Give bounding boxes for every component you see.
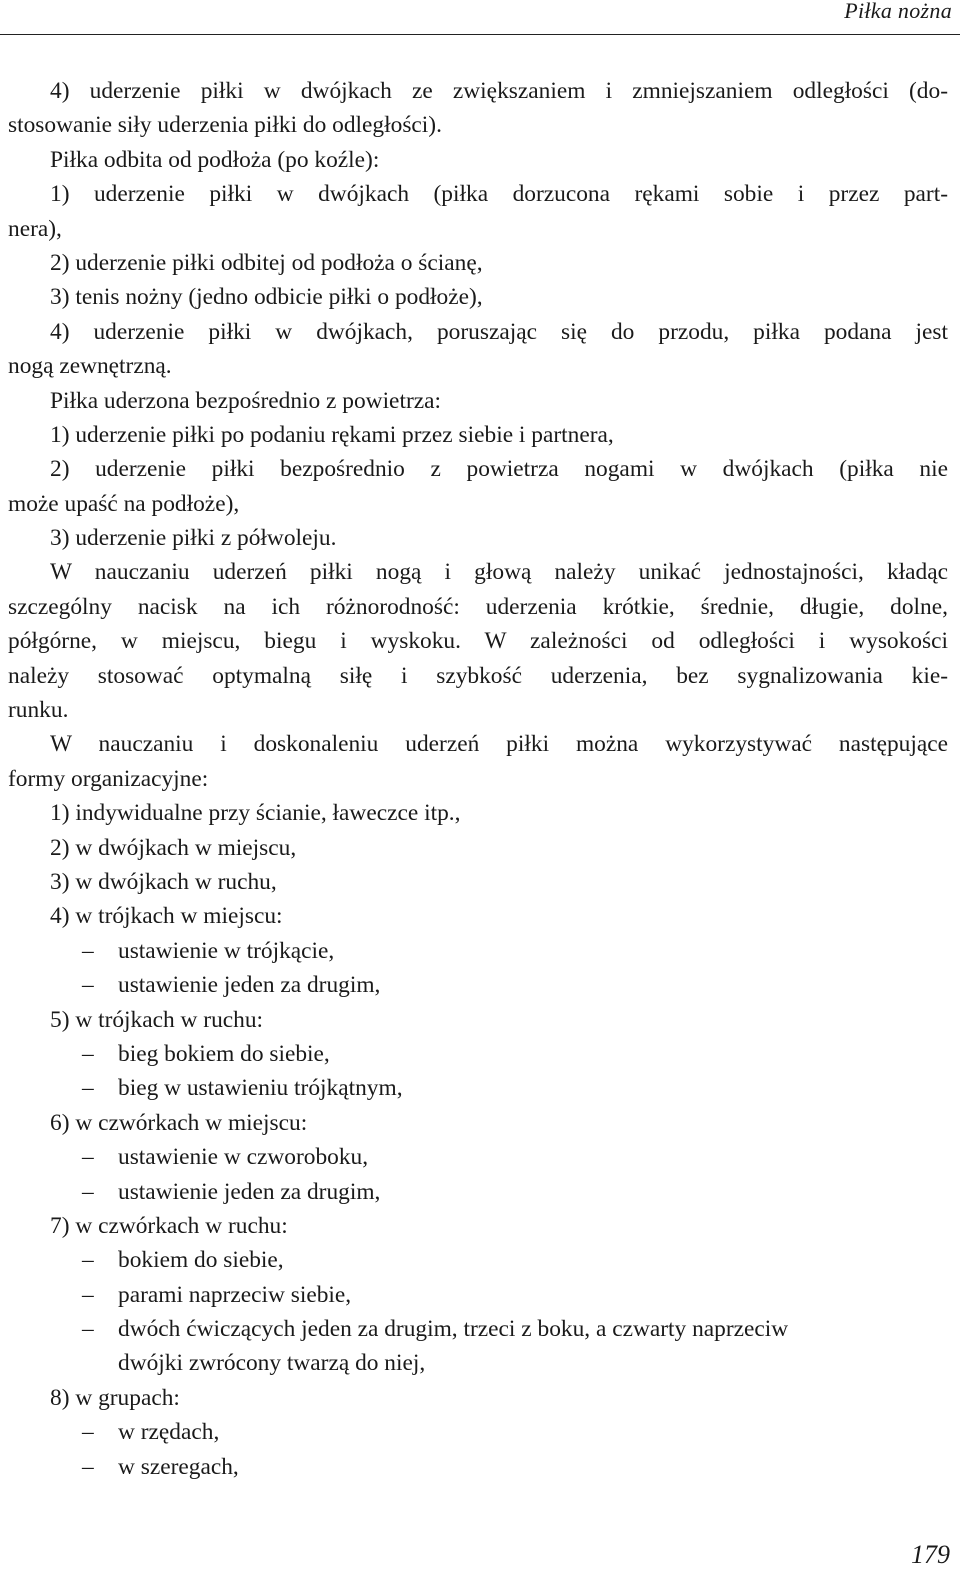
- dash-bullet: –: [82, 1247, 94, 1274]
- dash-item-text: w szeregach,: [118, 1453, 239, 1480]
- dash-bullet: –: [82, 1144, 94, 1171]
- dash-bullet: –: [82, 937, 94, 964]
- dash-item: [8, 1175, 948, 1209]
- dash-item-text: parami naprzeciw siebie,: [118, 1281, 352, 1308]
- paragraph-line: W nauczaniu uderzeń piłki nogą i głową należy unikać jednostajności, kładąc: [50, 559, 948, 586]
- dash-item: [8, 1243, 948, 1277]
- dash-bullet: –: [82, 1453, 94, 1480]
- dash-item: [8, 968, 948, 1002]
- dash-bullet: –: [82, 1040, 94, 1067]
- list-item: 1) uderzenie piłki po podaniu rękami przez siebie i partnera,: [50, 421, 614, 448]
- dash-item: [8, 1415, 948, 1449]
- dash-item: [8, 1071, 948, 1105]
- dash-item-continuation: dwójki zwrócony twarzą do niej,: [118, 1350, 426, 1377]
- dash-item-text: ustawienie w trójkącie,: [118, 937, 335, 964]
- list-item: 1) uderzenie piłki w dwójkach (piłka dorzucona rękami sobie i przez part-: [50, 181, 948, 208]
- dash-item: [8, 1037, 948, 1071]
- dash-item-text: ustawienie w czworoboku,: [118, 1144, 369, 1171]
- text-line: stosowanie siły uderzenia piłki do odległości).: [8, 112, 442, 139]
- dash-item-text: bieg w ustawieniu trójkątnym,: [118, 1075, 403, 1102]
- paragraph-line: runku.: [8, 697, 69, 724]
- dash-item-text: w rzędach,: [118, 1419, 220, 1446]
- list-item: 3) w dwójkach w ruchu,: [50, 868, 277, 895]
- list-item: 2) w dwójkach w miejscu,: [50, 834, 297, 861]
- list-item: 2) uderzenie piłki odbitej od podłoża o ścianę,: [50, 249, 483, 276]
- dash-bullet: –: [82, 972, 94, 999]
- page-number: 179: [911, 1540, 950, 1569]
- paragraph-line: należy stosować optymalną siłę i szybkość uderzenia, bez sygnalizowania kie-: [8, 662, 948, 689]
- dash-item: [8, 1140, 948, 1174]
- text-line: 4) uderzenie piłki w dwójkach ze zwiększaniem i zmniejszaniem odległości (do-: [50, 78, 948, 104]
- dash-item: [8, 1312, 948, 1346]
- page-header: [0, 0, 960, 35]
- list-item: 1) indywidualne przy ścianie, ławeczce itp.,: [50, 800, 461, 827]
- body-text: [8, 74, 948, 1484]
- dash-item-text: ustawienie jeden za drugim,: [118, 1178, 381, 1205]
- list-item: 2) uderzenie piłki bezpośrednio z powietrza nogami w dwójkach (piłka nie: [50, 456, 948, 483]
- dash-bullet: –: [82, 1178, 94, 1205]
- dash-item-text: dwóch ćwiczących jeden za drugim, trzeci z boku, a czwarty naprzeciw: [118, 1316, 789, 1343]
- dash-bullet: –: [82, 1316, 94, 1343]
- dash-item: [8, 934, 948, 968]
- list-item: 3) tenis nożny (jedno odbicie piłki o podłoże),: [50, 284, 483, 311]
- list-item: 4) uderzenie piłki w dwójkach, poruszając się do przodu, piłka podana jest: [50, 318, 948, 345]
- paragraph-line: półgórne, w miejscu, biegu i wyskoku. W zależności od odległości i wysokości: [8, 628, 948, 655]
- section-heading: Piłka odbita od podłoża (po koźle):: [50, 146, 380, 173]
- dash-item-text: bieg bokiem do siebie,: [118, 1040, 330, 1067]
- dash-bullet: –: [82, 1419, 94, 1446]
- text-line: może upaść na podłoże),: [8, 490, 240, 517]
- text-line: nogą zewnętrzną.: [8, 353, 172, 380]
- dash-item: [8, 1450, 948, 1484]
- list-item: 6) w czwórkach w miejscu:: [50, 1109, 308, 1136]
- list-item: 5) w trójkach w ruchu:: [50, 1006, 264, 1033]
- dash-bullet: –: [82, 1281, 94, 1308]
- paragraph-line: formy organizacyjne:: [8, 765, 209, 792]
- running-title: Piłka nożna: [844, 0, 952, 23]
- dash-item: [8, 1278, 948, 1312]
- dash-item-text: bokiem do siebie,: [118, 1247, 284, 1274]
- dash-bullet: –: [82, 1075, 94, 1102]
- list-item: 7) w czwórkach w ruchu:: [50, 1212, 288, 1239]
- text-line: nera),: [8, 215, 62, 242]
- section-heading: Piłka uderzona bezpośrednio z powietrza:: [50, 387, 441, 414]
- list-item: 8) w grupach:: [50, 1384, 180, 1411]
- paragraph-line: szczególny nacisk na ich różnorodność: uderzenia krótkie, średnie, długie, dolne,: [8, 593, 948, 620]
- list-item: 4) w trójkach w miejscu:: [50, 903, 283, 930]
- dash-item-text: ustawienie jeden za drugim,: [118, 972, 381, 999]
- paragraph-line: W nauczaniu i doskonaleniu uderzeń piłki można wykorzystywać następujące: [50, 731, 948, 758]
- list-item: 3) uderzenie piłki z półwoleju.: [50, 525, 337, 552]
